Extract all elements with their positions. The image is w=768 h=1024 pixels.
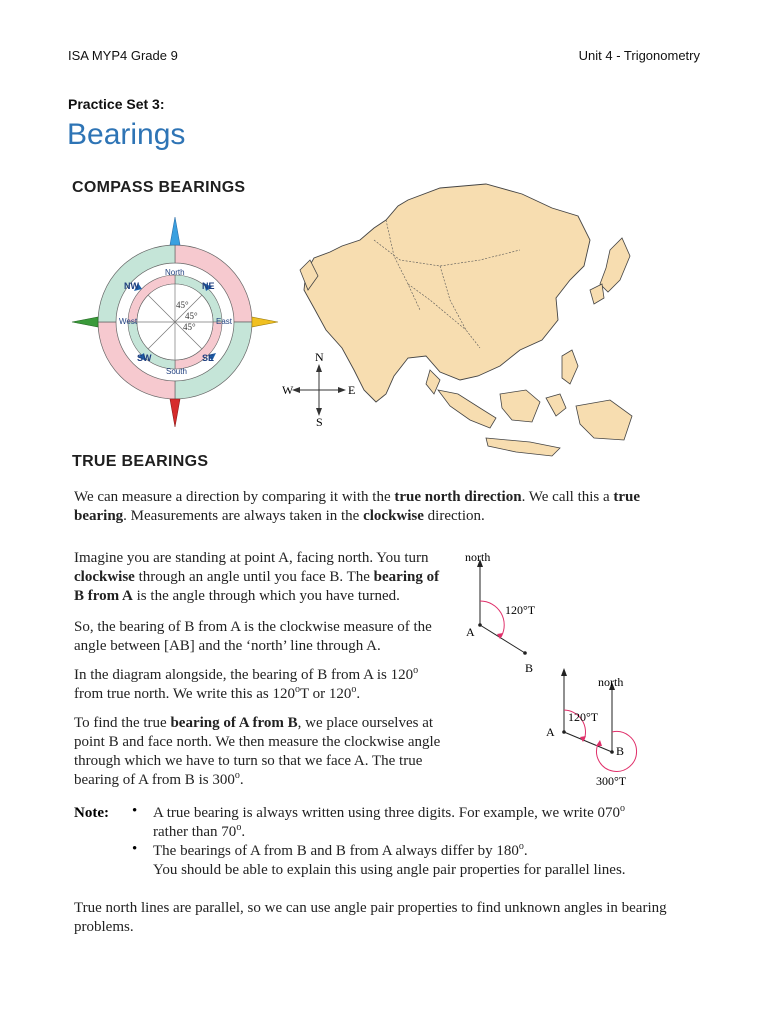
compass-angle-3: 45° xyxy=(183,322,196,332)
note-item-1: A true bearing is always written using three digits. For example, we write 070$^o$ rather than 70$^o$. xyxy=(153,803,625,840)
diagram2-point-b: B xyxy=(616,744,625,758)
diagram2-north-label: north xyxy=(598,675,624,689)
small-compass-w: W xyxy=(282,383,294,397)
diagram2-angle2-label: 300°T xyxy=(596,774,627,788)
compass-east-label: East xyxy=(216,317,233,326)
compass-nw-label: NW xyxy=(124,281,139,291)
compass-angle-2: 45° xyxy=(185,311,198,321)
small-compass-n: N xyxy=(315,350,324,364)
paragraph-diagram: In the diagram alongside, the bearing of B from A is 120$^o$ from true north. We write this as 120$^o$T or 120$^o$. xyxy=(74,665,419,702)
page-title: Bearings xyxy=(67,118,186,151)
paragraph-find: To find the true bearing of A from B, we place ourselves at point B and face north. We then measure the clockwise angle through which we have to turn so that we face A. The true bearing of A from B is 300$^o$. xyxy=(74,715,441,788)
diagram1-point-a: A xyxy=(466,625,475,639)
compass-angle-1: 45° xyxy=(176,300,189,310)
note-item-2: The bearings of A from B and B from A always differ by 180$^o$. You should be able to explain this using angle pair properties for parallel lines. xyxy=(153,841,626,878)
paragraph-imagine: Imagine you are standing at point A, facing north. You turn clockwise through an angle until you face B. The bearing of B from A is the angle through which you have turned. xyxy=(74,550,440,604)
compass-north-label: North xyxy=(165,268,185,277)
asia-map xyxy=(290,180,640,480)
compass-sw-label: SW xyxy=(137,353,152,363)
header-right: Unit 4 - Trigonometry xyxy=(578,48,700,63)
note-bullet-2: • xyxy=(132,841,138,857)
compass-se-label: SE xyxy=(202,353,215,363)
diagram2-angle1-label: 120°T xyxy=(568,710,599,724)
small-compass xyxy=(284,360,354,420)
compass-west-label: West xyxy=(119,317,138,326)
section-true-heading: TRUE BEARINGS xyxy=(72,453,209,470)
closing-paragraph: True north lines are parallel, so we can use angle pair properties to find unknown angles in bearing problems. xyxy=(74,900,667,935)
note-bullet-1: • xyxy=(132,803,138,819)
compass-ne-label: NE xyxy=(202,281,215,291)
section-compass-heading: COMPASS BEARINGS xyxy=(72,179,246,196)
compass-rose xyxy=(70,215,280,430)
diagram1-point-b: B xyxy=(525,661,534,675)
intro-paragraph: We can measure a direction by comparing it with the true north direction. We call this a true bearing. Measurements are always taken in the clockwise direction. xyxy=(74,489,641,524)
paragraph-so: So, the bearing of B from A is the clockwise measure of the angle between [AB] and the ‘north’ line through A. xyxy=(74,619,432,654)
compass-south-label: South xyxy=(166,367,187,376)
note-label: Note: xyxy=(74,805,109,821)
header-left: ISA MYP4 Grade 9 xyxy=(68,48,178,63)
diagram2-point-a: A xyxy=(546,725,555,739)
diagram1-north-label: north xyxy=(465,550,491,564)
practice-set-label: Practice Set 3: xyxy=(68,96,165,112)
small-compass-s: S xyxy=(316,415,323,429)
diagram1-angle-label: 120°T xyxy=(505,603,536,617)
small-compass-e: E xyxy=(348,383,356,397)
